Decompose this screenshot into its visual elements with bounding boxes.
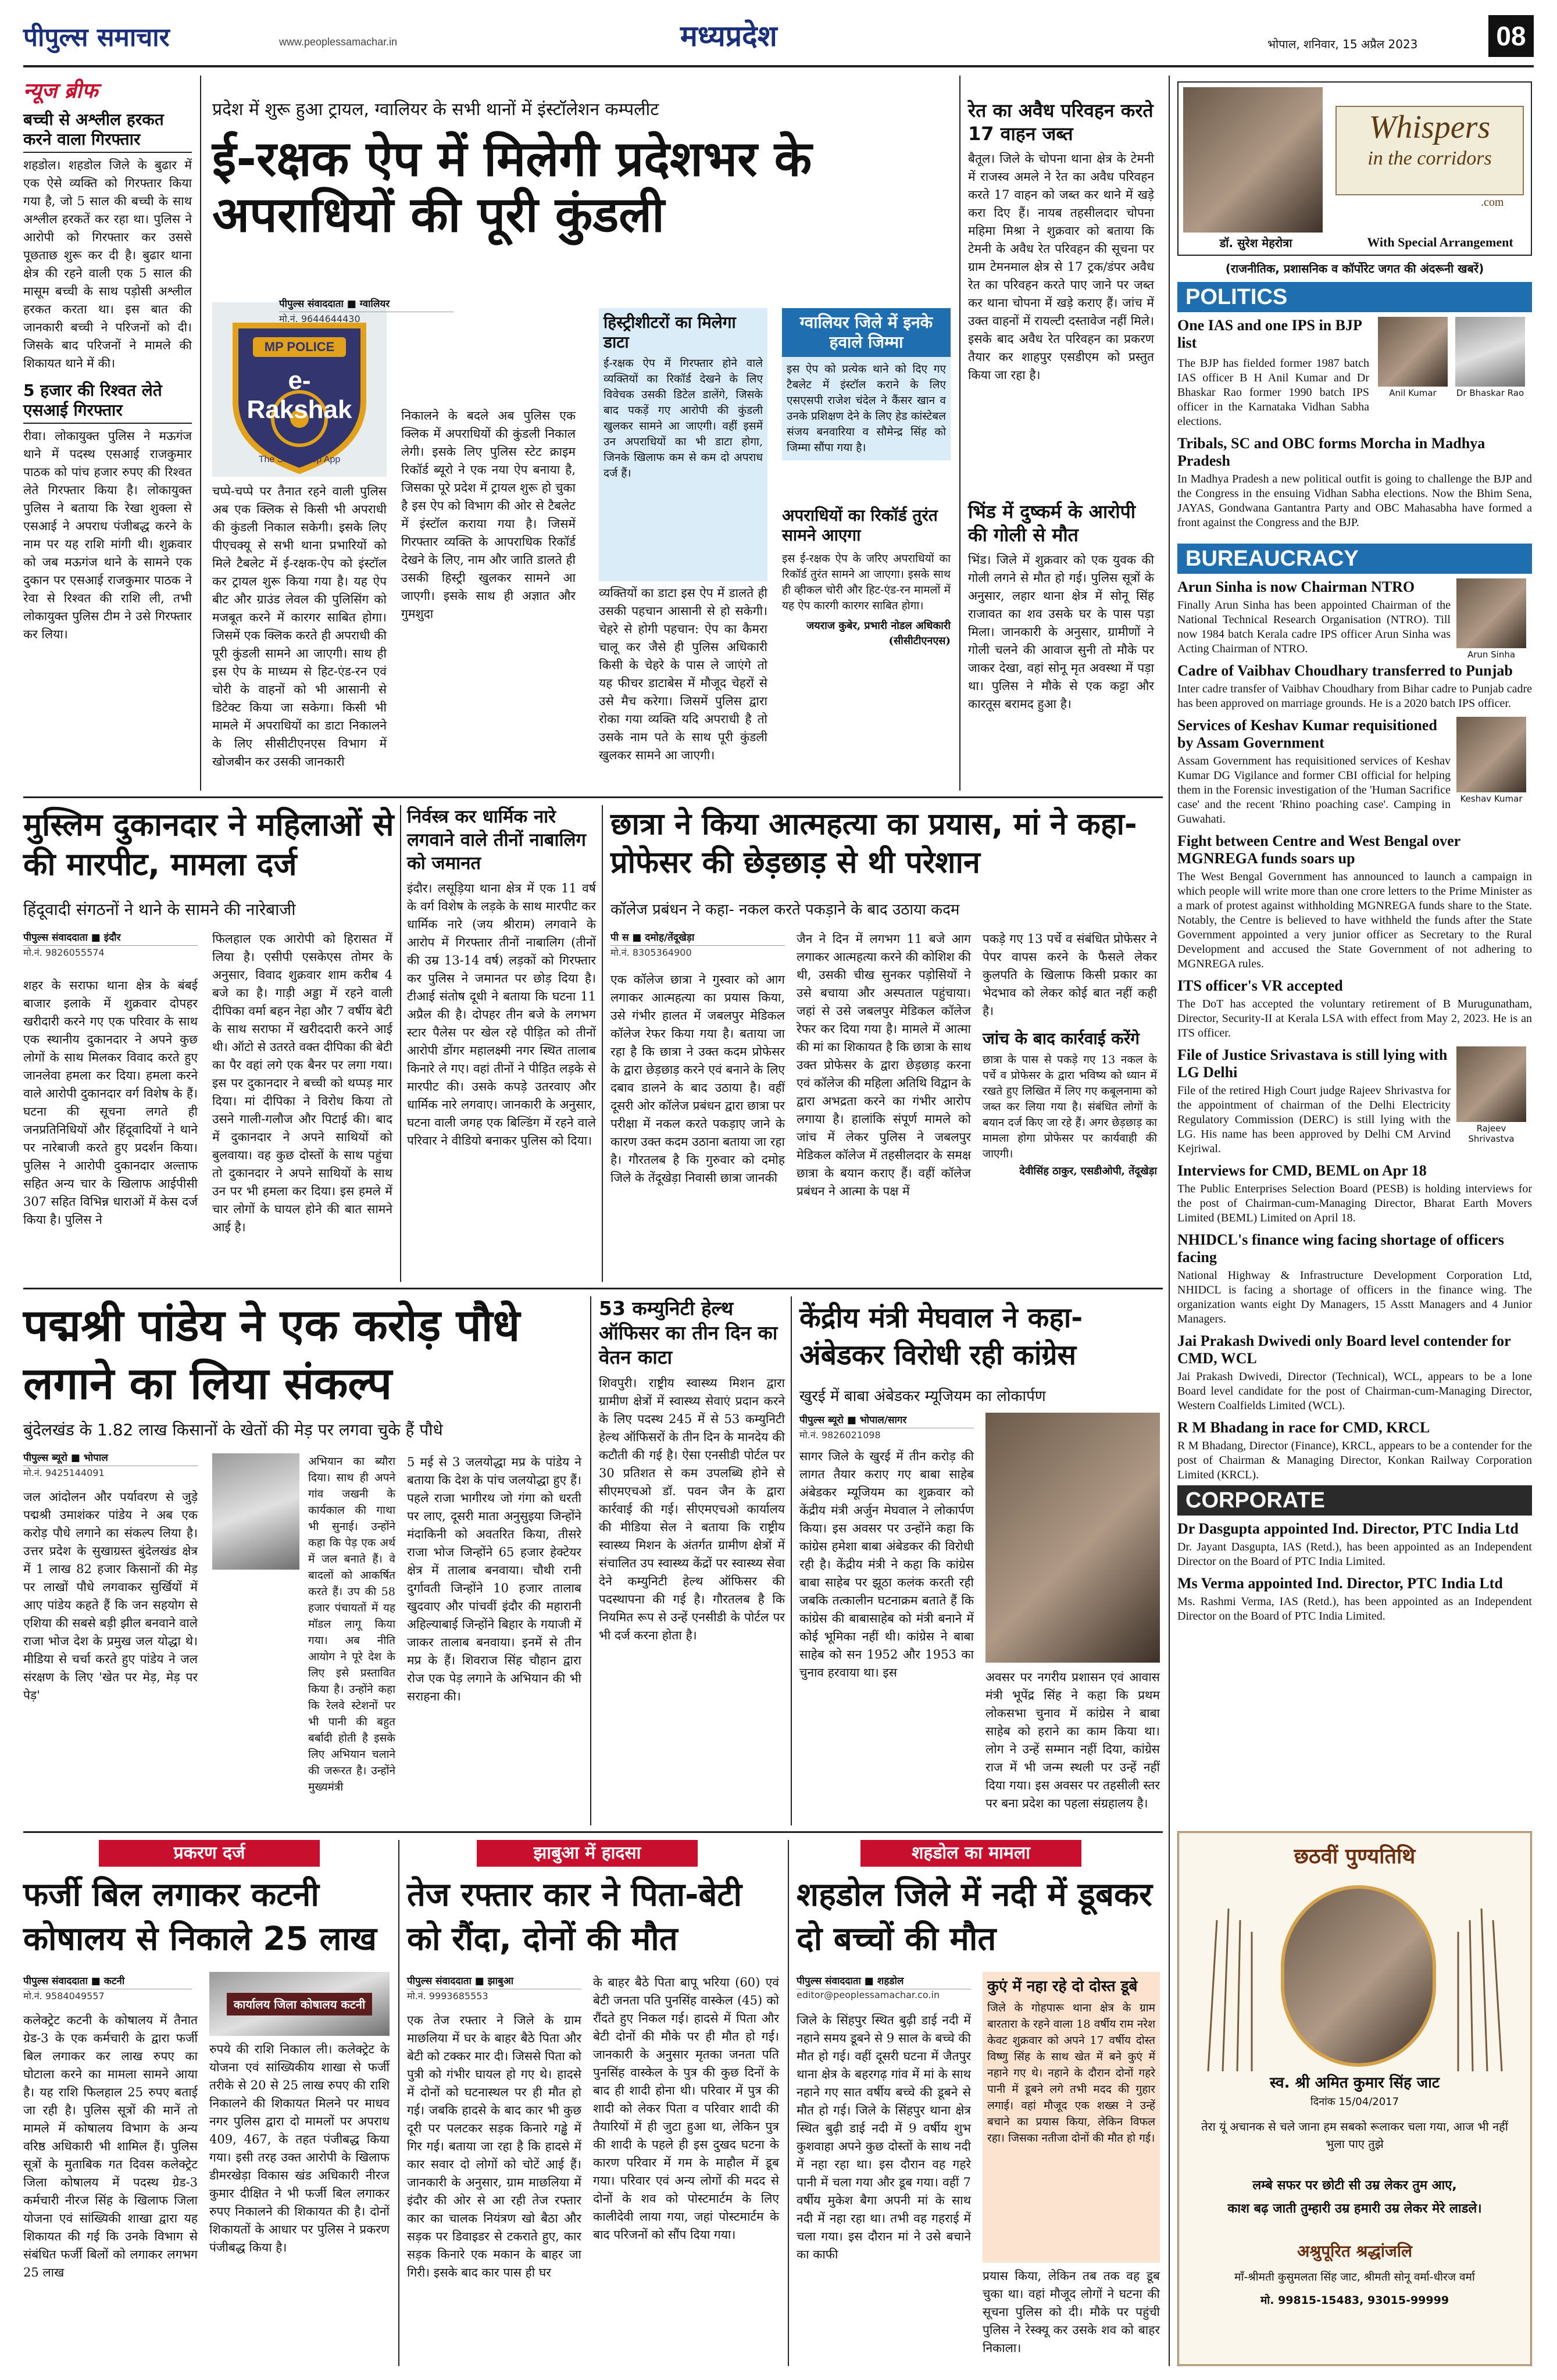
byline: पी स ■ दमोह/तेंदूखेड़ा [610,930,785,946]
katni-headline: फर्जी बिल लगाकर कटनी कोषालय से निकाले 25 लाख [23,1876,377,1958]
masthead [23,13,1534,63]
column-divider [602,805,603,1282]
lead-kicker: प्रदेश में शुरू हुआ ट्रायल, ग्वालियर के सभी थानों में इंस्टॉलेशन कम्पलीट [212,99,659,120]
jhabua-byline-block [407,1974,581,2002]
meghwal-story-kicker: खुरई में बाबा अंबेडकर म्यूजियम का लोकार्पण [799,1388,1046,1405]
column-divider [959,76,960,791]
rajeev-shrivastva-photo [1456,1046,1526,1122]
byline: पीपुल्स संवाददाता ■ ग्वालियर [279,296,453,312]
column-divider [590,1296,591,1825]
arrangement-note: With Special Arrangement [1367,235,1513,249]
student-col-1: एक कॉलेज छात्रा ने गुस्वार को आग लगाकर आत्महत्या का प्रयास किया, उसे गंभीर हालत में जबलपुर मेडिकल कॉलेज रेफर किया गया है। बताया जा रहा है कि छात्रा ने उक्त कदम प्रोफेसर के द्वारा छेड़छाड़ करने एवं बनाने के लिए दबाव डालने के बाद उठाया है। वहीं दूसरी ओर कॉलेज प्रबंधन द्वारा छात्रा पर परीक्षा में नकल करते पकड़ाए जाने के कारण उक्त कदम उठाना बताया जा रहा है। गौरतलब है कि गुरुवार को दमोह जिले के तेंदूखेड़ा निवासी छात्रा जानकी [610,973,785,1185]
bureaucracy-item-title: Services of Keshav Kumar requisitioned by Assam Government [1177,717,1437,751]
mobile-number: मो.नं. 9584049557 [23,1991,105,2002]
story-headline: 53 कम्युनिटी हेल्थ ऑफिसर का तीन दिन का वेतन काटा [599,1297,778,1368]
padma-col-3: 5 मई से 3 जलयोद्धा मप्र के पांडेय ने बताया कि देश के पांच जलयोद्धा हुए हैं। पहले राजा भागीरथ जो गंगा को धरती पर लाए, दूसरी माता अनुसुइया जिन्होंने मंदाकिनी को अवतरित किया, तीसरे राजा भोज जिन्होंने 65 हजार हेक्टेयर क्षेत्र में तालाब बनवाया। चौथी रानी दुर्गावती जिन्होंने 10 हजार तालाब खुदवाए और पांचवीं इंदौर की महारानी अहिल्याबाई जिन्होंने बिहार के गयाजी में जाकर तालाब बनवाया। इनमें से तीन मप्र के हैं। शिवराज सिंह चौहान द्वारा रोज एक पेड़ लगाने के अभियान की भी सराहना की। [407,1455,581,1703]
bureaucracy-item-body: National Highway & Infrastructure Development Corporation Ltd, NHIDCL is facing a shortage of officers in the finance wing. The organization wants eight Dy Managers, 15 Asstt Managers and 4 Junior Managers. [1177,1269,1532,1325]
bureaucracy-item-title: File of Justice Srivastava is still lying with LG Delhi [1177,1046,1448,1081]
muslim-byline-block [23,930,198,959]
website-url[interactable]: www.peoplessamachar.in [279,36,398,48]
whispers-subtitle: in the corridors [1367,148,1492,169]
section-title: मध्यप्रदेश [680,19,777,53]
meghwal-museum-photo [985,1413,1160,1663]
politics-header: POLITICS [1177,282,1532,312]
whispers-masthead [1177,81,1532,256]
bureaucracy-item-title: Interviews for CMD, BEML on Apr 18 [1177,1162,1427,1179]
byline: पीपुल्स संवाददाता ■ झाबुआ [407,1974,581,1989]
bureaucracy-item-body: R M Bhadang, Director (Finance), KRCL, appears to be a contender for the post of Chairman & Managing Director, Konkan Railway Corporation Limited (KRCL). [1177,1439,1532,1481]
mobile-number: मो.नं. 9993685553 [407,1991,488,2002]
bureaucracy-item-title: Arun Sinha is now Chairman NTRO [1177,578,1415,595]
jhabua-col-1: एक तेज रफ्तार ने जिले के ग्राम माछलिया में घर के बाहर बैठे पिता और बेटी को टक्कर मार दी। जिससे पिता को पुत्री को गंभीर घायल हो गए थे। हादसे में दोनों को घटनास्थल पर ही मौत हो गई। जबकि हादसे के बाद कार भी कुछ दूरी पर पलटकर सड़क किनारे गड्ढे में गिर गई। बताया जा रहा है कि हादसे में कार सवार दो लोगों को चोटें आई हैं। जानकारी के अनुसार, ग्राम माछलिया में इंदौर की ओर से आ रही तेज रफ्तार कार का चालक नियंत्रण खो बैठा और सड़क पर डिवाइडर से टकराते हुए, कार सड़क किनारे एक मकान के बाहर जा गिरी। इसके बाद कार पास ही घर [407,2013,581,2279]
bureaucracy-header: BUREAUCRACY [1177,544,1532,574]
shahdol-col-2: प्रयास किया, लेकिन तब तक वह डूब चुका था। वहां मौजूद लोगों ने घटना की सूचना पुलिस को दी। मौके पर पहुंची पुलिस ने रेस्क्यू कर उसके शव को बाहर निकाला। [983,2269,1160,2355]
health-story [599,1296,785,1825]
padma-col-1: जल आंदोलन और पर्यावरण से जुड़े पद्मश्री उमाशंकर पांडेय ने अब एक करोड़ पौधे लगाने का संकल्प लिया है। उत्तर प्रदेश के सुखाग्रस्त बुंदेलखंड क्षेत्र में 1 लाख 82 हजार किसानों की मेड़ पर लाखों पौधे लगवाकर सुर्खियों में आए पांडेय कहते हैं कि जन सहयोग से एशिया की सबसे बड़ी झील बनवाने वाले राजा भोज देश के प्रमुख जल योद्धा थे। मीडिया से चर्चा करते हुए पांडेय ने जल संरक्षण के लिए 'खेत पर मेड़, मेड़ पर पेड़' [23,1490,198,1702]
photo-caption: Dr Bhaskar Rao [1456,388,1524,398]
box-title: कुएं में नहा रहे दो दोस्त डूबे [987,1978,1138,1995]
padma-col-2-spacer [212,1575,392,1825]
photo-caption: Anil Kumar [1389,388,1437,398]
bureaucracy-item-title: NHIDCL's finance wing facing shortage of officers facing [1177,1231,1504,1266]
mobile-number: मो.नं. 9826055574 [23,947,105,958]
page-number: 08 [1488,15,1534,57]
slogan-story [407,805,596,1282]
student-col-3: पकड़े गए 13 पर्चे व संबंधित प्रोफेसर ने पेपर वापस करने के फैसले लेकर कुलपति के खिलाफ किसी प्रकार का भेदभाव को लेकर कोई बात नहीं कही है। [983,932,1157,1018]
newspaper-logo: पीपुल्स समाचार [23,23,170,52]
katni-col-2: रुपये की राशि निकाल ली। कलेक्ट्रेट के योजना एवं सांख्यिकीय शाखा से फर्जी तरीके से 20 से 25 लाख रुपए की राशि निकालने की शिकायत मिलने पर माधव नगर पुलिस द्वारा दो मामलों पर अपराध 409, 467, के तहत पंजीबद्ध किया गया। इसी तरह उक्त आरोपी के खिलाफ डीमरखेड़ा विकास खंड अधिकारी नीरज कुमार दीक्षित ने भी फर्जी बिल लगाकर रुपए निकालने की शिकायत की है। दोनों शिकायतों के आधार पर पुलिस ने प्रकरण पंजीबद्ध किया है। [209,2042,390,2254]
author-photo [1183,87,1323,233]
masthead-rule [23,65,1534,67]
section-rule [23,1288,1163,1289]
box-body: ई-रक्षक ऐप में गिरफ्तार होने वाले व्यक्तियों का रिकॉर्ड देखने के लिए विवेचक उसकी डिटेल डालेंगे, जिसके बाद पकड़ें गए आरोपी की कुंडली खुलकर सामने आ जाएगी। वहीं इसमें उन अपराधियों का भी डाटा होगा, जिनके खिलाफ कम से कम दो अपराध दर्ज हैं। [603,357,763,480]
obituary-title: छठवीं पुण्यतिथि [1294,1845,1416,1868]
story-headline: रेत का अवैध परिवहन करते 17 वाहन जब्त [968,99,1154,145]
byline: पीपुल्स ब्यूरो ■ भोपाल/सागर [799,1413,974,1428]
meghwal-col-2: अवसर पर नगरीय प्रशासन एवं आवास मंत्री भूपेंद्र सिंह ने कहा कि प्रथम लोकसभा चुनाव में कांग्रेस ने बाबा साहेब को हराने का काम किया था। लोग ने उन्हें सम्मान नहीं दिया, कांग्रेस राज में भी जन्म स्थली पर उन्हें नहीं दिया गया। इस अवसर पर तहसीली स्तर पर बना प्रदेश का पहला संग्रहालय है। [985,1670,1160,1810]
story-body: भिंड। जिले में शुक्रवार को एक युवक की गोली लगने से मौत हो गई। पुलिस सूत्रों के अनुसार, लहार थाना क्षेत्र में सोनू सिंह राजावत का शव उसके घर के पास पड़ा मिला। जानकारी के अनुसार, ग्रामीणों ने गोली चलने की आवाज सुनी तो मौके पर जाकर देखा, वहां सोनू मृत अवस्था में पड़ा था। पुलिस ने मौके से एक कट्टा और कारतूस बरामद हुआ है। [968,553,1154,711]
deceased-name: स्व. श्री अमित कुमार सिंह जाट [1270,2074,1440,2092]
photo-caption: Rajeev Shrivastva [1468,1123,1515,1144]
lead-col-3: व्यक्तियों का डाटा इस ऐप में डालते ही उसकी पहचान आसानी से हो सकेगी। चेहरे से होगी पहचान: ऐप का कैमरा चालू कर जैसे ही पुलिस अधिकारी किसी के चेहरे के पास ले जाएंगे तो यह फीचर डाटाबेस में मौजूद चेहरों से उसे मैच करेगा। जिसमें पुलिस द्वारा रोका गया व्यक्ति यदि अपराधी है तो उसके नाम पते के साथ पूरी कुंडली खुलकर सामने आ जाएगी। [599,586,767,762]
meghwal-col-1: सागर जिले के खुरई में तीन करोड़ की लागत तैयार कराए गए बाबा साहेब अंबेडकर म्यूजियम का शुक्रवार को केंद्रीय मंत्री अर्जुन मेघवाल ने लोकार्पण किया। इस अवसर पर उन्होंने कहा कि कांग्रेस हमेशा बाबा अंबेडकर की विरोधी रही है। केंद्रीय मंत्री ने कहा कि कांग्रेस बाबा साहेब पर झूठा कलंक करती रही जबकि तत्कालीन घटनाक्रम बताते हैं कि कांग्रेस की बाबासाहेब को मंत्री बनाने में कोई भूमिका नहीं थी। कांग्रेस ने बाबा साहेब को सन 1952 और 1953 का चुनाव हरवाया था। इस [799,1449,974,1679]
box-signature: देवीसिंह ठाकुर, एसडीओपी, तेंदूखेड़ा [1019,1165,1157,1177]
byline: पीपुल्स संवाददाता ■ कटनी [23,1974,192,1989]
obituary-verse: लम्बे सफर पर छोटी सी उम्र लेकर तुम आए, [1252,2178,1457,2193]
shahdol-byline-block [797,1974,971,2000]
jhabua-col-2: के बाहर बैठे पिता बापू भरिया (60) एवं बेटी जनता पति पुनसिंह वास्केल (45) को रौंदते हुए निकल गई। हादसे में पिता और बेटी दोनों की मौके पर ही मौत हो गई। जानकारी के अनुसार मृतका जनता पति पुनसिंह वास्केल के पुत्र की कुछ दिनों के बाद ही शादी होना थी। परिवार में पुत्र की शादी को लेकर पिता व परिवार शादी की तैयारियों में ही जुटा हुआ था, लेकिन पुत्र की शादी के पहले ही इस दुखद घटना के कारण परिवार में गम के माहौल में डूब गया। परिवार एवं अन्य लोगों की मदद से दोनों के शव को पोस्टमार्टम के लिए कालीदेवी लाया गया, जहां पोस्टमार्टम के बाद परिजनों को सौंप दिया गया। [593,1975,779,2242]
bureaucracy-item [1177,717,1532,827]
padma-col-2-top: अभियान का ब्यौरा दिया। साथ ही अपने गांव जखनी के कार्यकाल की गाथा भी सुनाई। उन्होंने कहा कि पेड़ एक अर्थ में जल बनाते हैं। वे बादलों को आकर्षित करते हैं। उप की 58 हजार पंचायतों में यह मॉडल लागू किया गया। अब नीति आयोग ने पूरे देश के लिए इसे प्रस्तावित किया है। उन्होंने कहा कि रेलवे स्टेशनों पर भी पानी की बहुत बर्बादी होती है इसके लिए अभियान चलाने की जरूरत है। उन्होंने मुख्यमंत्री [308,1455,395,1793]
column-divider [788,1840,789,2366]
politics-item-body: In Madhya Pradesh a new political outfit is going to challenge the BJP and the Congress in the ensuing Vidhan Sabha elections. Now the Bhim Sena, JAYAS, Gondwana Gantantra Party and OBC Mahasabha have formed a front against the Congress and the BJP. [1177,473,1532,529]
well-drowning-box [983,1972,1160,2263]
whispers-tagline: (राजनीतिक, प्रशासनिक व कॉर्पोरेट जगत की अंदरूनी खबरें) [1225,262,1484,276]
corporate-item-body: Ms. Rashmi Verma, IAS (Retd.), has been appointed as an Independent Director on the Board of PTC India Limited. [1177,1595,1532,1623]
obituary-verse: काश बढ़ जाती तुम्हारी उम्र हमारी उम्र लेकर मेरे लाडले। [1227,2202,1482,2216]
byline: पीपुल्स ब्यूरो ■ भोपाल [23,1450,198,1466]
meghwal-story-headline: केंद्रीय मंत्री मेघवाल ने कहा-अंबेडकर विरोधी रही कांग्रेस [799,1302,1083,1371]
sand-story [968,99,1154,494]
treasury-office-photo [209,1972,390,2036]
inquiry-box [983,1029,1157,1279]
bhaskar-rao-photo [1455,317,1525,387]
jhabua-ribbon: झाबुआ में हादसा [477,1840,698,1867]
history-sheeter-box [599,308,767,581]
student-byline-block [610,930,785,959]
corporate-item-title: Dr Dasgupta appointed Ind. Director, PTC India Ltd [1177,1520,1519,1537]
bureaucracy-item-title: Fight between Centre and West Bengal over MGNREGA funds soars up [1177,832,1460,867]
box-title: अपराधियों का रिकॉर्ड तुरंत सामने आएगा [782,506,938,545]
politics-item-title: Tribals, SC and OBC forms Morcha in Madhya Pradesh [1177,435,1485,469]
corporate-header: CORPORATE [1177,1485,1532,1516]
box-body: छात्रा के पास से पकड़े गए 13 नकल के पर्चे व प्रोफेसर के द्वारा भविष्य को ध्यान में रखते हुए लिखित में लिए गए कबूलनामा को जब्त कर लिया गया है। संबंधित लोगों के बयान दर्ज किए जा रहे हैं। अगर छेड़छाड़ का मामला होगा प्रोफेसर पर कार्यवाही की जाएगी। [983,1053,1157,1160]
corporate-section [1177,1520,1532,1695]
death-date: दिनांक 15/04/2017 [1310,2096,1399,2108]
byline: पीपुल्स संवाददाता ■ इंदौर [23,930,198,946]
student-story-headline: छात्रा ने किया आत्महत्या का प्रयास, मां ने कहा-प्रोफेसर की छेड़छाड़ से थी परेशान [610,807,1137,880]
news-brief [23,76,192,796]
shahdol-col-1: जिले के सिंहपुर स्थित बुढ़ी डाई नदी में नहाने समय डूबने से 9 साल के बच्चे की मौत हो गई। वहीं दूसरी घटना में जैतपुर थाना क्षेत्र के बहरगढ़ गांव में मां के साथ नहाने गए सात वर्षीय बच्चे की डूबने से मौत हो गई। जिले के सिंहपुर थाना क्षेत्र स्थित बुढ़ी डाई नदी में 9 वर्षीय शुभ कुशवाहा अपने कुछ दोस्तों के साथ नदी में नहा रहा था। इस दौरान वह गहरे पानी में चला गया और डूब गया। वहीं 7 वर्षीय मुकेश बैगा अपनी मां के साथ नदी में नहा रहा था। तभी वह गहराई में चला गया। इस दौरान मां ने उसे बचाने का काफी [797,2013,971,2261]
whispers-logo [1335,106,1524,195]
brief-item-headline: बच्ची से अश्लील हरकत करने वाला गिरफ्तार [23,110,192,153]
katni-ribbon: प्रकरण दर्ज [99,1840,320,1867]
politics-item-title: One IAS and one IPS in BJP list [1177,317,1362,351]
news-brief-title: न्यूज ब्रीफ [23,79,98,103]
brief-item-body: रीवा। लोकायुक्त पुलिस ने मऊगंज थाने में पदस्थ एसआई राजकुमार पाठक को पांच हजार रुपए की रिश्वत लेते गिरफ्तार किया है। लोकायुक्त पुलिस ने बताया कि रेखा शुक्ला से एसआई ने अपराध पंजीबद्ध करने के नाम पर यह राशि मांगी थी। शुक्रवार को जब मऊगंज थाने के सामने एक दुकान पर एसआई राजकुमार पाठक ने रेवा से रिश्वत की राशि ली, तभी लोकायुक्त पुलिस टीम ने उसे गिरफ्तार कर लिया। [23,429,192,641]
box-body: इस ऐप को प्रत्येक थाने को दिए गए टैबलेट में इंस्टॉल कराने के लिए एसएसपी राजेश चंदेल ने कैंसर खान व उनके प्रशिक्षण देने के लिए हेड कांस्टेबल संजय बनवारिया व सौमेन्द्र सिंह को जिम्मा सौंपा गया है। [782,357,951,460]
shahdol-ribbon: शहडोल का मामला [860,1840,1081,1867]
box-body: जिले के गोहपारू थाना क्षेत्र के ग्राम बारतारा के रहने वाला 18 वर्षीय राम नरेश केवट शुक्रवार को अपने 17 वर्षीय दोस्त विष्णु सिंह के साथ खेत में बने कुएं में नहाने गए थे। नहाने के दौरान दोनों गहरे पानी में डूबने लगे तभी मदद की गुहार लगाई। वहां मौजूद एक शख्स ने उन्हें बचाने का प्रयास किया, लेकिन विफल रहा। जिसका नतीजा दोनों की मौत हो गई। [987,2002,1155,2145]
logo-tagline: The Smart Cop App [258,455,341,464]
katni-byline-block [23,1974,192,2002]
shahdol-headline: शहडोल जिले में नदी में डूबकर दो बच्चों की मौत [797,1876,1152,1958]
email-address[interactable]: editor@peoplessamachar.co.in [797,1989,940,2000]
bureaucracy-item-body: The West Bengal Government has announced to launch a campaign in which people will write more than one crore letters to the Prime Minister as a mark of protest against withholding MGNREGA funds share to the State. Notably, the Centre is believed to have withheld the funds after the State Government appointed a very junior officer as Secretary to the Rural Development and accused the State Government of not adhering to MGNREGA rules. [1177,870,1532,970]
contact-phone: मो. 99815-15483, 93015-99999 [1260,2294,1449,2307]
obituary-ad [1177,1831,1532,2366]
gwalior-responsibility-box [782,308,951,488]
column-divider [791,1296,792,1825]
logo-main-text: e-Rakshak [247,366,352,424]
deceased-photo [1281,1885,1436,2067]
muslim-story-kicker: हिंदूवादी संगठनों ने थाने के सामने की नारेबाजी [23,900,296,919]
umashankar-pandey-photo [212,1453,299,1570]
bureaucracy-item-title: Jai Prakash Dwivedi only Board level contender for CMD, WCL [1177,1332,1511,1367]
lead-col-1: चप्पे-चप्पे पर तैनात रहने वाली पुलिस अब एक क्लिक से किसी भी अपराधी की कुंडली निकाल सकेगी। इसके लिए पीएचक्यू से सभी थाना प्रभारियों को मिले टैबलेट में ई-रक्षक-ऐप को इंस्टॉल कर ट्रायल शुरू किया गया है। यह ऐप बीट और ग्राउंड लेवल की पुलिसिंग को मजबूत करने में कारगर साबित होगा। जिसमें एक क्लिक करते ही अपराधी की पूरी कुंडली सामने आ जाएगी। साथ ही इस ऐप के माध्यम से हिट-एंड-रन एवं चोरी के वाहनों को भी आसानी से डिटेक्ट किया जा सकेगा। किसी भी मामले में अपराधियों का डाटा निकालने के लिए सीसीटीएनएस विभाग में खोजबीन कर उसकी जानकारी [212,484,387,769]
photo-caption: Arun Sinha [1467,649,1516,660]
e-rakshak-logo [212,302,387,477]
bureaucracy-section [1177,578,1532,1979]
bureaucracy-item-body: Jai Prakash Dwivedi, Director (Technical), WCL, appears to be a lone Board level candidate for the post of Chairman-cum-Managing Director, Western Coalfields Limited (WCL). [1177,1370,1532,1412]
box-title: हिस्ट्रीशीटरों का मिलेगा डाटा [603,313,736,352]
column-divider [1169,76,1170,2366]
keshav-kumar-photo [1456,717,1526,792]
incense-sticks-icon [1449,1897,1513,2071]
column-divider [398,1840,399,2366]
section-rule [23,796,1163,798]
bureaucracy-item-title: R M Bhadang in race for CMD, KRCL [1177,1419,1430,1436]
box-signature: जयराज कुबेर, प्रभारी नोडल अधिकारी (सीसीटीएनएस) [806,620,951,647]
bureaucracy-item-body: The Public Enterprises Selection Board (PESB) is holding interviews for the post of Chairman-cum-Managing Director, Bharat Earth Movers Limited (BEML) Limited on April 18. [1177,1182,1532,1224]
incense-sticks-icon [1197,1897,1260,2071]
story-headline: भिंड में दुष्कर्म के आरोपी की गोली से मौत [968,501,1136,546]
padma-story-headline: पद्मश्री पांडेय ने एक करोड़ पौधे लगाने का लिया संकल्प [23,1299,520,1409]
bureaucracy-item-title: ITS officer's VR accepted [1177,977,1343,994]
office-sign: कार्यालय जिला कोषालय कटनी [227,1993,372,2016]
mobile-number: मो.नं. 9826021098 [799,1430,881,1441]
corporate-item-title: Ms Verma appointed Ind. Director, PTC India Ltd [1177,1575,1503,1592]
bhind-story [968,500,1154,791]
family-names: माँ-श्रीमती कुसुमलता सिंह जाट, श्रीमती सोनू वर्मा-धीरज वर्मा [1234,2271,1475,2283]
dateline: भोपाल, शनिवार, 15 अप्रैल 2023 [1267,37,1418,51]
tribute-line: अश्रुपूरित श्रद्धांजलि [1297,2242,1412,2261]
lead-col-2: निकालने के बदले अब पुलिस एक क्लिक में अपराधियों की कुंडली निकाल लेगी। इसके लिए पुलिस स्टेट क्राइम रिकॉर्ड ब्यूरो ने एक नया ऐप बनाया है, जिसका पूरे प्रदेश में ट्रायल शुरू हो चुका है इस ऐप को विभाग की ओर से टैबलेट में इंस्टॉल कराया गया है। जिसमें गिरफ्तार व्यक्ति के आपराधिक रिकॉर्ड देखने के लिए, नाम और जाति डालते ही उसकी हिस्ट्री खुलकर सामने आ जाएगी। इसके साथ ही अज्ञात और गुमशुदा [401,409,576,621]
section-rule [23,1831,1163,1833]
mobile-number: मो.नं. 9425144091 [23,1467,105,1478]
bureaucracy-item-body: Finally Arun Sinha has been appointed Chairman of the National Technical Research Organisation (NTRO). Till now 1984 batch Kerala cadre IPS officer Arun Sinha was Acting Chairman of NTRO. [1177,599,1451,655]
column-divider [200,76,201,791]
story-body: शिवपुरी। राष्ट्रीय स्वास्थ्य मिशन द्वारा ग्रामीण क्षेत्रों में स्वास्थ्य सेवाएं प्रदान करने के लिए पदस्थ 245 में से 53 कम्युनिटी हेल्थ ऑफिसरों के तीन दिन के मानदेय की कटौती की गई है। ऐसा एनसीडी पोर्टल पर 30 प्रतिशत से कम उपलब्धि होने से सीएमएचओ डॉ. पवन जैन के द्वारा कार्रवाई की गई। सीएमएचओ कार्यालय की मीडिया सेल ने बताया कि राष्ट्रीय स्वास्थ्य मिशन के अंतर्गत ग्रामीण क्षेत्रों में संचालित उप स्वास्थ्य केंद्रों पर स्वास्थ्य सेवा देने कम्युनिटी हेल्थ ऑफिसर की पदस्थापना की गई है। गौरतलब है कि नियमित रूप से उन्हें एनसीडी के पोर्टल पर भी दर्ज करना होता है। [599,1376,785,1642]
bureaucracy-item-body: Inter cadre transfer of Vaibhav Choudhary from Bihar cadre to Punjab cadre has been approved on marriage grounds. He is a 2020 batch IPS officer. [1177,682,1532,710]
box-title: ग्वालियर जिले में इनके हवाले जिम्मा [782,308,951,357]
brief-item-body: शहडोल। शहडोल जिले के बुढार में एक ऐसे व्यक्ति को गिरफ्तार किया गया है, जो 5 साल की बच्ची के साथ अश्लील हरकतें कर रहा था। पुलिस ने आरोपी को गिरफ्तार कर उससे पूछताछ शुरू कर दी है। बुढार थाना क्षेत्र की रहने वाली एक 5 साल की मासूम बच्ची के साथ पड़ोसी अश्लील हरकत करता था। इस बात की जानकारी बच्ची ने परिजनों को दी। जिसके बाद परिजनों ने मामले की शिकायत थाने में की। [23,158,192,370]
bureaucracy-item-title: Cadre of Vaibhav Choudhary transferred to Punjab [1177,662,1513,679]
bureaucracy-item-body: The DoT has accepted the voluntary retirement of B Murugunatham, Director, Security-II at Kerala LSA with effect from May 2, 2023. He is an ITS officer. [1177,998,1532,1039]
box-title: जांच के बाद कार्रवाई करेंगे [983,1029,1140,1048]
jhabua-headline: तेज रफ्तार कार ने पिता-बेटी को रौंदा, दोनों की मौत [407,1876,742,1958]
katni-col-1: कलेक्ट्रेट कटनी के कोषालय में तैनात ग्रेड-3 के एक कर्मचारी के द्वारा फर्जी बिल लगाकर कर लाख रुपए का घोटाला करने का मामला सामने आया है। यह राशि फिलहाल 25 रुपए बताई जा रही है। पुलिस सूत्रों की मानें तो मामले में कोषालय विभाग के अन्य वरिष्ठ अधिकारी भी शामिल हैं। पुलिस सूत्रों के मुताबिक गत दिवस कलेक्ट्रेट जिला कोषालय में पदस्थ ग्रेड-3 कर्मचारी नीरज सिंह के खिलाफ जिला योजना एवं सांख्यिकी शाखा द्वारा यह शिकायत की गई कि उनके विभाग से संबंधित फर्जी बिलों को लगाकर लगभग 25 लाख [23,2013,198,2279]
obituary-verse: तेरा यूं अचानक से चले जाना हम सबको रूलाकर चला गया, आज भी नहीं भुला पाए तुझे [1201,2120,1508,2151]
logo-top-text: MP POLICE [264,340,335,354]
bureaucracy-item-body: Assam Government has requisitioned services of Keshav Kumar DG Vigilance and former CBI official for helping them in the Forensic investigation of the 'Human Sacrifice case' and the recent 'Rhino poaching case'. Camping in Guwahati. [1177,755,1451,826]
photo-caption: Keshav Kumar [1460,794,1523,804]
student-story-kicker: कॉलेज प्रबंधन ने कहा- नकल करते पकड़ाने के बाद उठाया कदम [610,901,960,919]
arun-sinha-photo [1456,578,1526,648]
story-body: इंदौर। लसूड़िया थाना क्षेत्र में एक 11 वर्ष के वर्ग विशेष के लड़के के साथ मारपीट कर धार्मिक नारे (जय श्रीराम) लगवाने के आरोप में गिरफ्तार तीनों नाबालिग (तीनों की उम्र 13-14 वर्ष) लड़कों को गिरफ्तार कर पुलिस ने जमानत पर छोड़ दिया है। टीआई संतोष दूधी ने बताया कि घटना 11 अप्रैल की है। दोपहर तीन बजे के लगभग स्टार पैलेस पर खेल रहे पीड़ित को तीनों आरोपी डोंगर महालक्ष्मी नगर स्थित तालाब किनारे ले गए। वहां तीनों ने पीड़ित लड़के से मारपीट की। उसके कपड़े उतरवाए और धार्मिक नारे लगवाए। जानकारी के अनुसार, घटना वाली जगह एक बिल्डिंग में रहने वाले परिवार ने वीडियो बनाकर पुलिस को दिया। [407,881,596,1148]
author-name: डॉ. सुरेश मेहरोत्रा [1219,236,1292,250]
mobile-number: मो.नं. 8305364900 [610,947,692,958]
box-quote: इस ई-रक्षक ऐप के जरिए अपराधियों का रिकॉर्ड तुरंत सामने आ जाएगा। इसके साथ ही व्हीकल चोरी और हिट-एंड-रन मामलों में यह ऐप कारगी कारगर साबित होगा। [782,552,951,612]
student-col-2: जैन ने दिन में लगभग 11 बजे आग लगाकर आत्महत्या करने की कोशिश की थी, उसकी चीख सुनकर पड़ोसियों ने उसे बचाया और अस्पताल पहुंचाया। जहां से उसे जबलपुर मेडिकल कॉलेज रेफर कर दिया गया है। मामले में आत्मा की मां का शिकायत है कि छात्रा के साथ उक्त प्रोफेसर के द्वारा छेड़छाड़ करना एवं कॉलेज की महिला अतिथि विद्वान के द्वारा अभद्रता करने का गंभीर आरोप लगाया है। हालांकि संपूर्ण मामले को जांच में लेकर पुलिस ने जबलपुर मेडिकल कॉलेज में तहसीलदार के समक्ष छात्रा के बयान कराए हैं। वहीं कॉलेज प्रबंधन ने आत्मा के पक्ष में [797,932,971,1198]
corporate-item-body: Dr. Jayant Dasgupta, IAS (Retd.), has been appointed as an Independent Director on the Board of PTC India Limited. [1177,1541,1532,1568]
column-divider [400,805,401,1282]
muslim-story-headline: मुस्लिम दुकानदार ने महिलाओं से की मारपीट, मामला दर्ज [23,806,394,882]
padma-story-kicker: बुंदेलखंड के 1.82 लाख किसानों के खेतों की मेड़ पर लगवा चुके हैं पौधे [23,1420,443,1439]
story-body: बैतूल। जिले के चोपना थाना क्षेत्र के टेमनी में राजस्व अमले ने रेत का अवैध परिवहन करते 17 वाहन को जब्त कर थाने में खड़े करा दिए हैं। नायब तहसीलदार चोपना महिमा मिश्रा ने शुक्रवार को बताया कि टेमनी के अवैध रेत परिवहन की सूचना पर ग्राम टेमनमाल क्षेत्र से 17 ट्रक/डंपर अवैध रेत का परिवहन करते पाए जाने पर जब्त कर थाना चोपना में खड़े कराए हैं। जांच में उक्त वाहनों में रायल्टी दस्तावेज नहीं मिले। इसके बाद अवैध रेत परिवहन का प्रकरण तैयार कर शाहपुर एसडीएम को प्रस्तुत किया जा रहा है। [968,152,1154,382]
meghwal-byline-block [799,1413,974,1441]
story-headline: निर्वस्त्र कर धार्मिक नारे लगवाने वाले तीनों नाबालिग को जमानत [407,806,586,874]
anil-kumar-photo [1378,317,1448,387]
bureaucracy-item-body: File of the retired High Court judge Rajeev Shrivastva for the appointment of chairman of the Delhi Electricity Regulatory Commission (DERC) is still lying with the LG. His name has been approved by Delhi CM Arvind Kejriwal. [1177,1084,1451,1155]
muslim-col-1: शहर के सराफा थाना क्षेत्र के बंबई बाजार इलाके में शुक्रवार दोपहर खरीदारी करने गए एक परिवार के साथ एक स्थानीय दुकानदार ने अपने कुछ लोगों के साथ मिलकर विवाद करते हुए जानलेवा हमला कर दिया। हमला करने वाले आरोपी दुकानदार वर्ग विशेष के हैं। घटना की सूचना लगते ही जनप्रतिनिधियों और हिंदूवादियों ने थाने पर नारेबाजी करते हुए प्रदर्शन किया। पुलिस ने आरोपी दुकानदार अल्ताफ सहित अन्य चार के खिलाफ आईपीसी 307 सहित विभिन्न धाराओं में केस दर्ज किया है। पुलिस ने [23,978,198,1227]
whispers-title: Whispers [1369,109,1491,145]
bureaucracy-item [1177,1046,1532,1156]
lead-headline: ई-रक्षक ऐप में मिलेगी प्रदेशभर के अपराधियों की पूरी कुंडली [212,130,812,243]
politics-item-body: The BJP has fielded former 1987 batch IAS officer B H Anil Kumar and Dr Bhaskar Rao former 1990 batch IPS officer in the Karnataka Vidhan Sabha elections. [1177,357,1369,428]
lead-byline-block [279,296,453,325]
byline: पीपुल्स संवाददाता ■ शहडोल [797,1974,971,1989]
padma-byline-block [23,1450,198,1479]
record-box [782,506,951,785]
whispers-dotcom: .com [1481,196,1504,209]
mobile-number: मो.नं. 9644644430 [279,313,360,324]
brief-item-headline: 5 हजार की रिश्वत लेते एसआई गिरफ्तार [23,381,192,424]
muslim-col-2: फिलहाल एक आरोपी को हिरासत में लिया है। एसीपी एसकेएस तोमर के अनुसार, विवाद शुक्रवार शाम करीब 4 बजे का है। गाड़ी अड्डा में रहने वाली दीपिका वर्मा बहन नेहा और 7 वर्षीय बेटी के साथ सराफा में खरीददारी करने आई थी। ऑटो से उतरते वक्त दीपिका की बेटी का पैर वहां लगे एक बैनर पर लगा गया। इस पर दुकानदार ने बच्ची को थप्पड़ मार दिया। मां दीपिका ने विरोध किया तो उसने गाली-गलौज और पिटाई की। बाद में दुकानदार ने अपने साथियों को बुलवाया। वह कुछ दोस्तों के साथ पहुंचा तो दुकानदार ने अपने साथियों के साथ उन पर भी हमला कर दिया। इस हमले में चार लोगों के घायल होने की बात सामने आई है। [212,932,392,1234]
